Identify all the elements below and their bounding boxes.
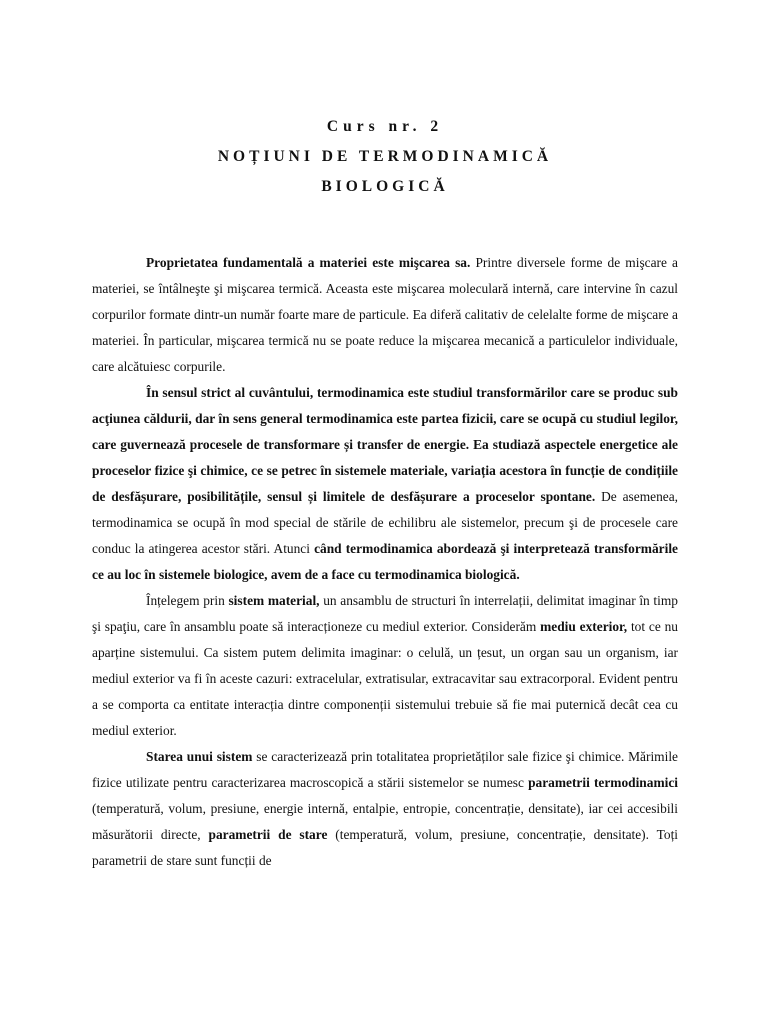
bold-text: când termodinamica abordează şi interpretează transformările ce au loc în sistemele biologice, avem de a face cu termodinamica biologică. <box>92 541 678 582</box>
title-line-2: BIOLOGICĂ <box>321 178 449 195</box>
bold-text: sistem material, <box>228 593 320 608</box>
bold-text: mediu exterior, <box>540 619 628 634</box>
bold-text: parametrii termodinamici <box>528 775 678 790</box>
bold-text: parametrii de stare <box>208 827 328 842</box>
text-run: Printre diversele forme de mişcare a materiei, se întâlneşte şi mişcarea termică. Aceasta este mişcarea moleculară internă, care intervine în cazul corpurilor formate dintr-un număr foarte mare de particule. Ea diferă calitativ de celelalte forme de mişcare a materiei. În particular, mişcarea termică nu se poate reduce la mişcarea mecanică a particulelor individuale, care alcătuiesc corpurile. <box>92 255 678 374</box>
bold-text: În sensul strict al cuvântului, termodinamica este studiul transformărilor care se produc sub acţiunea căldurii, dar în sens general termodinamica este partea fizicii, care se ocupă cu studiul legilor, care guvernează procesele de transformare și transfer de energie. Ea studiază aspectele energetice ale proceselor fizice şi chimice, ce se petrec în sistemele materiale, variația acestora în funcție de condițiile de desfășurare, posibilitățile, sensul și limitele de desfășurare a proceselor spontane. <box>92 385 678 504</box>
text-run: De asemenea, termodinamica se ocupă în mod special de stările de echilibru ale sistemelor, precum şi de procesele care conduc la atingerea acestor stări. Atunci <box>92 489 678 556</box>
title-line-1: NOȚIUNI DE TERMODINAMICĂ <box>217 148 553 165</box>
body-text <box>92 250 678 874</box>
document-page <box>92 112 678 874</box>
paragraph <box>92 250 678 380</box>
text-run: (temperatură, volum, presiune, energie internă, entalpie, entropie, concentrație, densitate), iar cei accesibili măsurătorii directe, <box>92 801 678 842</box>
text-run: se caracterizează prin totalitatea proprietăților sale fizice şi chimice. Mărimile fizice utilizate pentru caracterizarea macroscopică a stării sistemelor se numesc <box>92 749 678 790</box>
text-run: Înțelegem prin <box>146 593 229 608</box>
text-run: tot ce nu aparține sistemului. Ca sistem putem delimita imaginar: o celulă, un țesut, un organ sau un organism, iar mediul exterior va fi în aceste cazuri: extracelular, extratisular, extracavitar sau extracorporal. Evident pentru a se comporta ca entitate interacția dintre componenții sistemului trebuie să fie mai puternică decât cea cu mediul exterior. <box>92 619 678 738</box>
text-run: (temperatură, volum, presiune, concentrație, densitate). Toți parametrii de stare sunt funcții de <box>92 827 679 868</box>
course-number: Curs nr. 2 <box>326 118 444 135</box>
paragraph <box>92 744 678 874</box>
bold-text: Starea unui sistem <box>146 749 253 764</box>
paragraph <box>92 588 678 744</box>
title-spacer <box>92 202 678 250</box>
bold-text: Proprietatea fundamentală a materiei este mişcarea sa. <box>146 255 471 270</box>
paragraph <box>92 380 678 588</box>
text-run: un ansamblu de structuri în interrelații, delimitat imaginar în timp şi spaţiu, care în ansamblu poate să interacționeze cu mediul exterior. Considerăm <box>92 593 678 634</box>
